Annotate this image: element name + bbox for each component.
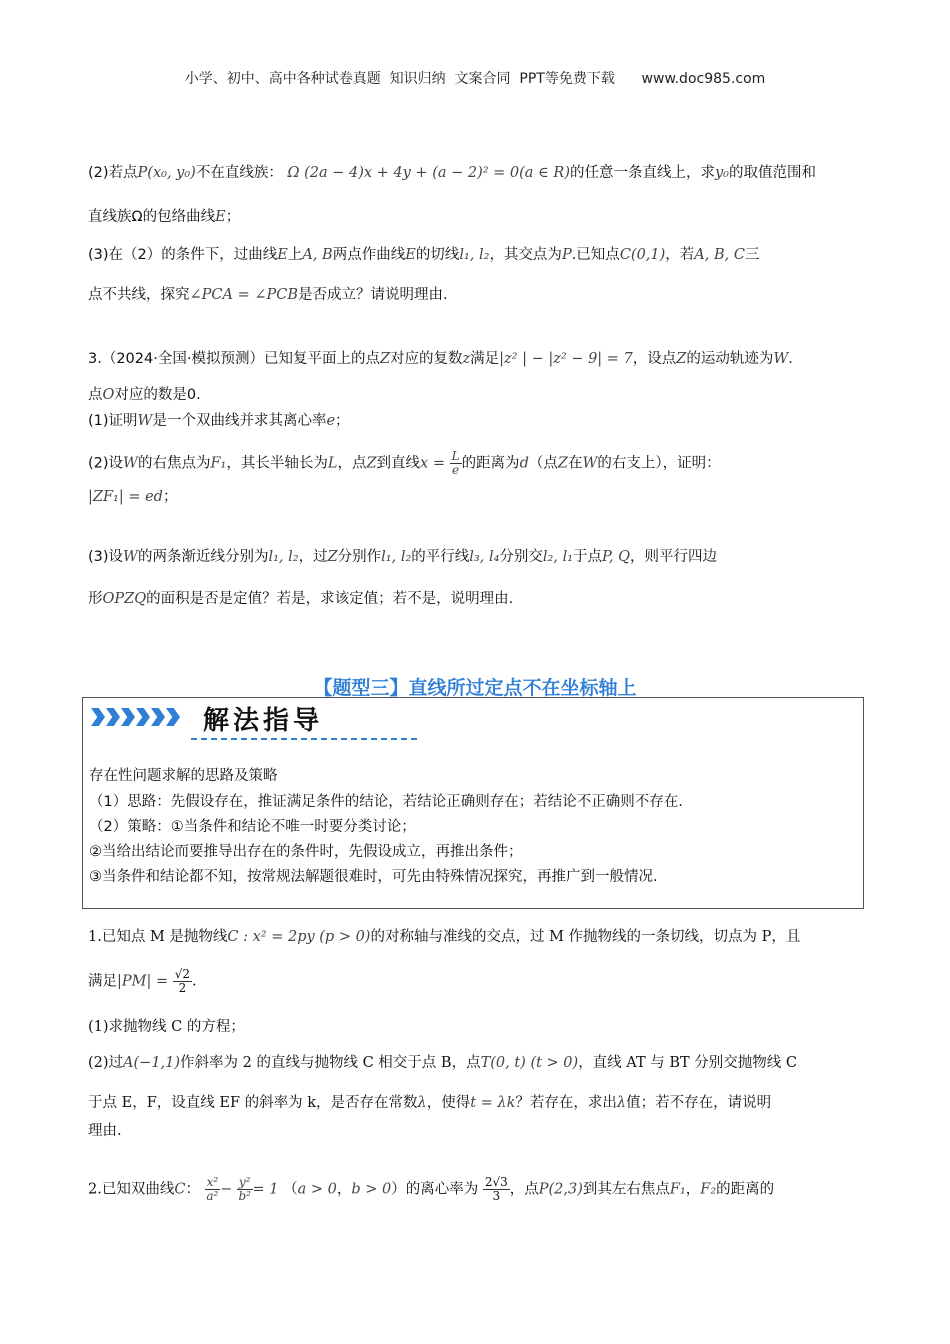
text: (2)若点 — [88, 165, 138, 181]
example-1-part-2-line-1 — [88, 1054, 868, 1073]
math: z — [462, 351, 471, 367]
math: P, Q — [602, 549, 630, 565]
math: x = — [420, 455, 445, 472]
text: . — [788, 351, 793, 367]
math: e — [326, 413, 336, 429]
text: 的平行线 — [411, 549, 470, 565]
text: 1.已知点 M 是抛物线 — [88, 929, 228, 945]
guide-line-4: ②当给出结论而要推导出存在的条件时，先假设成立，再推出条件； — [89, 844, 523, 860]
math: Z — [327, 549, 338, 565]
text: 不在直线族： — [195, 165, 283, 181]
text: 三 — [744, 247, 760, 263]
text: ，点 — [509, 1181, 539, 1198]
text: 在 — [567, 455, 583, 472]
text: ，使得 — [426, 1095, 471, 1111]
problem-3-part-2-line-2 — [88, 488, 868, 507]
text: .已知点 — [571, 247, 620, 263]
text: ： — [185, 1181, 200, 1198]
text: （ — [283, 1181, 298, 1198]
math: l₁, l₂ — [381, 549, 412, 565]
text: 于点 E，F，设直线 EF 的斜率为 k，是否存在常数 — [88, 1095, 418, 1111]
numerator: x² — [206, 1175, 219, 1189]
math: L — [327, 455, 338, 472]
text: ？若存在，求出 — [515, 1095, 617, 1111]
math: W — [582, 455, 598, 472]
denominator: e — [452, 463, 460, 478]
text: ， — [336, 1181, 352, 1198]
text: 满足 — [88, 973, 117, 990]
text: ，其交点为 — [489, 247, 562, 263]
math-line-family: Ω (2a − 4)x + 4y + (a − 2)² = 0(a ∈ R) — [287, 165, 570, 181]
math: E — [405, 247, 416, 263]
text: 的距离为 — [461, 455, 520, 472]
example-1-part-1: (1)求抛物线 C 的方程； — [88, 1019, 245, 1035]
text: 到直线 — [376, 455, 421, 472]
numerator: y² — [238, 1175, 251, 1189]
example-1-line-1 — [88, 928, 868, 947]
fraction-eccentricity — [483, 1176, 510, 1203]
text: 的运动轨迹为 — [686, 351, 774, 367]
math: E — [277, 247, 288, 263]
math: Z — [366, 455, 377, 472]
text: ，直线 AT 与 BT 分别交抛物线 C — [578, 1055, 798, 1071]
text: (2)过 — [88, 1055, 124, 1071]
text: 形 — [88, 591, 103, 607]
text: 的右焦点为 — [137, 455, 211, 472]
math: |ZF₁| = ed — [88, 489, 163, 505]
text: 直线族Ω的包络曲线 — [88, 209, 216, 225]
text: ； — [162, 489, 178, 505]
fraction-y2-b2 — [237, 1176, 253, 1203]
text: 到其左右焦点 — [582, 1181, 670, 1198]
math-angles: ∠PCA = ∠PCB — [189, 287, 298, 303]
math: F₁ — [210, 455, 227, 472]
text: （点 — [528, 455, 558, 472]
denominator: 2 — [178, 981, 187, 996]
text: ； — [225, 209, 241, 225]
example-2-line-1 — [88, 1176, 868, 1203]
math: l₁, l₂ — [459, 247, 490, 263]
math: P — [561, 247, 572, 263]
math: W — [123, 455, 138, 472]
denominator: 3 — [492, 1189, 501, 1204]
math: = 1 — [252, 1181, 279, 1198]
text: 3.（2024·全国·模拟预测）已知复平面上的点 — [88, 351, 380, 367]
chevron-arrows-icon — [91, 708, 181, 726]
math: F₂ — [700, 1181, 717, 1198]
numerator: 2√3 — [484, 1175, 508, 1189]
text: 的两条渐近线分别为 — [137, 549, 269, 565]
example-1-part-2-line-3: 理由. — [88, 1123, 122, 1139]
guide-line-2: （1）思路：先假设存在，推证满足条件的结论，若结论正确则存在；若结论不正确则不存在. — [89, 794, 683, 810]
math: W — [773, 351, 789, 367]
problem-3-part-1 — [88, 412, 868, 431]
text: . — [192, 973, 197, 990]
section-title: 【题型三】直线所过定点不在坐标轴上 — [313, 677, 637, 699]
math: l₃, l₄ — [469, 549, 500, 565]
text: 的任意一条直线上，求 — [569, 165, 715, 181]
text: (3)设 — [88, 549, 124, 565]
math-e: E — [215, 209, 226, 225]
problem-2-part-2-line-2 — [88, 208, 868, 227]
math: O — [102, 387, 115, 403]
text: 是否成立？请说明理由. — [298, 287, 448, 303]
dashed-underline — [191, 738, 417, 740]
guide-line-5: ③当条件和结论都不知，按常规法解题很难时，可先由特殊情况探究，再推广到一般情况. — [89, 869, 658, 885]
math: l₁, l₂ — [268, 549, 299, 565]
text: ）的离心率为 — [391, 1181, 479, 1198]
text: (2)设 — [88, 455, 124, 472]
text: 2.已知双曲线 — [88, 1181, 175, 1198]
text: 满足 — [470, 351, 500, 367]
fraction-l-over-e — [450, 450, 462, 477]
text: 的切线 — [415, 247, 460, 263]
text: ，过 — [298, 549, 328, 565]
problem-3-part-3-line-2 — [88, 590, 868, 609]
text: 点 — [88, 387, 103, 403]
text: (1)证明 — [88, 413, 138, 429]
text: 的右支上），证明： — [597, 455, 721, 472]
text: 是一个双曲线并求其离心率 — [152, 413, 327, 429]
method-guide-box — [82, 697, 864, 909]
math: T(0, t) (t > 0) — [480, 1055, 579, 1071]
math: t = λk — [470, 1095, 516, 1111]
problem-3-stem-line-2 — [88, 386, 868, 405]
problem-3-part-3-line-1 — [88, 548, 868, 567]
text: ，其长半轴长为 — [226, 455, 328, 472]
guide-line-3: （2）策略：①当条件和结论不唯一时要分类讨论； — [89, 819, 416, 835]
example-1-line-2 — [88, 968, 868, 995]
text: (3)在（2）的条件下，过曲线 — [88, 247, 278, 263]
problem-2-part-2-line-1 — [88, 164, 868, 183]
text: ，则平行四边 — [629, 549, 717, 565]
denominator: b² — [238, 1189, 251, 1204]
text: ，点 — [337, 455, 367, 472]
text: ，若 — [665, 247, 695, 263]
text: 的取值范围和 — [729, 165, 816, 181]
text: 分别交 — [499, 549, 543, 565]
text: 对应的数是0. — [114, 387, 201, 403]
math: a > 0 — [297, 1181, 337, 1198]
guide-line-1: 存在性问题求解的思路及策略 — [89, 768, 278, 784]
text: 于点 — [573, 549, 603, 565]
text: 两点作曲线 — [332, 247, 406, 263]
math: λ — [417, 1095, 427, 1111]
math: b > 0 — [351, 1181, 392, 1198]
math: Z — [676, 351, 687, 367]
page-header: 小学、初中、高中各种试卷真题 知识归纳 文案合同 PPT等免费下载 www.doc985.com — [184, 71, 766, 87]
text: 点不共线，探究 — [88, 287, 190, 303]
guide-title: 解法指导 — [203, 706, 324, 736]
text: ； — [335, 413, 350, 429]
math: − — [220, 1181, 233, 1198]
text: 分别作 — [337, 549, 382, 565]
text: ，设点 — [632, 351, 677, 367]
text: 的距离的 — [716, 1181, 775, 1198]
problem-2-part-3-line-1 — [88, 246, 868, 265]
math: F₁ — [669, 1181, 686, 1198]
math: Z — [557, 455, 568, 472]
math: OPZQ — [102, 591, 147, 607]
text: 值；若不存在，请说明 — [626, 1095, 772, 1111]
fraction-sqrt2-over-2 — [173, 968, 192, 995]
math: P(2,3) — [538, 1181, 583, 1198]
math: W — [123, 549, 138, 565]
text: 对应的复数 — [390, 351, 463, 367]
math: d — [519, 455, 529, 472]
math: C(0,1) — [619, 247, 666, 263]
math: l₂, l₁ — [542, 549, 574, 565]
numerator: √2 — [174, 967, 191, 981]
text: ， — [685, 1181, 701, 1198]
problem-2-part-3-line-2 — [88, 286, 868, 305]
math: C — [174, 1181, 186, 1198]
numerator: L — [451, 449, 460, 463]
math: |PM| = — [117, 973, 169, 990]
denominator: a² — [206, 1189, 219, 1204]
math-point-p: P(x₀, y₀) — [137, 165, 196, 181]
problem-3-part-2-line-1 — [88, 450, 868, 477]
math: A, B — [302, 247, 333, 263]
math-condition: |z² | − |z² − 9| = 7 — [499, 351, 633, 367]
text: 的面积是否是定值？若是，求该定值；若不是，说明理由. — [146, 591, 514, 607]
math: A, B, C — [694, 247, 745, 263]
math: A(−1,1) — [123, 1055, 181, 1071]
text: 的对称轴与准线的交点，过 M 作抛物线的一条切线，切点为 P，且 — [370, 929, 801, 945]
math: Z — [379, 351, 391, 367]
math-y0: y₀ — [714, 165, 729, 181]
example-1-part-2-line-2 — [88, 1094, 868, 1113]
fraction-x2-a2 — [205, 1176, 221, 1203]
math-parabola: C : x² = 2py (p > 0) — [227, 929, 371, 945]
math: λ — [616, 1095, 627, 1111]
text: 作斜率为 2 的直线与抛物线 C 相交于点 B，点 — [180, 1055, 481, 1071]
math: W — [137, 413, 153, 429]
text: 上 — [287, 247, 303, 263]
problem-3-stem-line-1 — [88, 350, 868, 369]
